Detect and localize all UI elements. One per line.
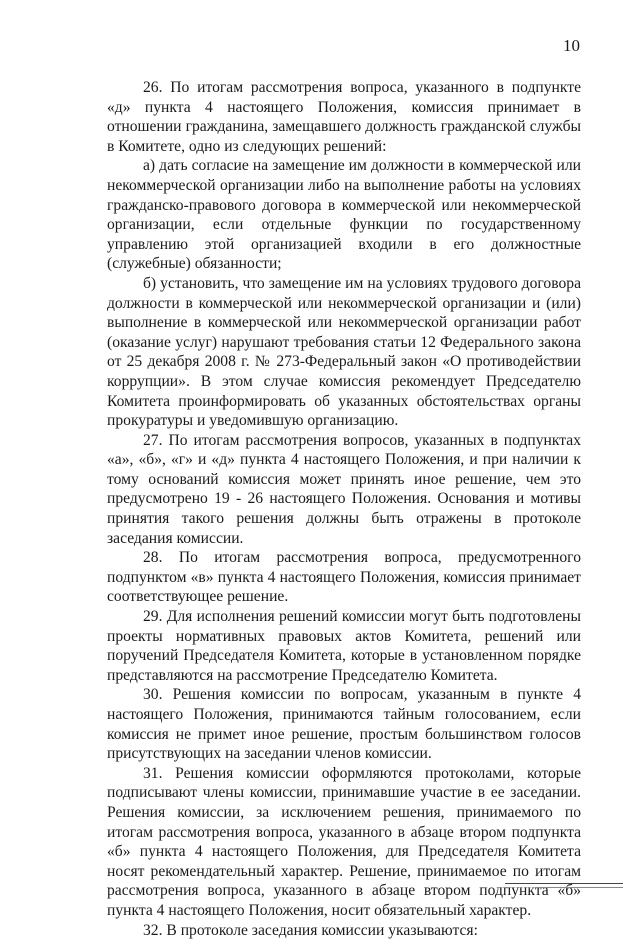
page-number: 10: [563, 36, 580, 55]
paragraph-27: 27. По итогам рассмотрения вопросов, указанных в подпунктах «а», «б», «г» и «д» пункта 4 настоящего Положения, и при наличии к тому оснований комиссия может принять иное решение, чем это предусмотрено 19 - 26 настоящего Положения. Основания и мотивы принятия такого решения должны быть отражены в протоколе заседания комиссии.: [107, 431, 581, 547]
paragraph-32: 32. В протоколе заседания комиссии указываются:: [143, 921, 478, 939]
paragraph-30: 30. Решения комиссии по вопросам, указанным в пункте 4 настоящего Положения, принимаются тайным голосованием, если комиссия не примет иное решение, простым большинством голосов присутствующих на заседании членов комиссии.: [107, 686, 581, 763]
footer-rule: [505, 883, 623, 884]
document-body: [107, 78, 581, 940]
footer-rule-short: [535, 887, 623, 888]
paragraph-26: 26. По итогам рассмотрения вопроса, указанного в подпункте «д» пункта 4 настоящего Положения, комиссия принимает в отношении гражданина, замещавшего должность гражданской службы в Комитете, одно из следующих решений:: [107, 79, 581, 155]
paragraph-26-b: б) установить, что замещение им на условиях трудового договора должности в коммерческой или некоммерческой организации и (или) выполнение в коммерческой или некоммерческой организации работ (оказание услуг) нарушают требования статьи 12 Федерального закона от 25 декабря 2008 г. № 273-Федеральный закон «О противодействии коррупции». В этом случае комиссия рекомендует Председателю Комитета проинформировать об указанных обстоятельствах органы прокуратуры и уведомившую организацию.: [107, 274, 581, 430]
paragraph-26-a: а) дать согласие на замещение им должности в коммерческой или некоммерческой организации либо на выполнение работы на условиях гражданско-правового договора в коммерческой или некоммерческой организации, если отдельные функции по государственному управлению этой организацией входили в его должностные (служебные) обязанности;: [107, 157, 581, 273]
paragraph-31: 31. Решения комиссии оформляются протоколами, которые подписывают члены комиссии, принимавшие участие в ее заседании. Решения комиссии, за исключением решения, принимаемого по итогам рассмотрения вопроса, указанного в абзаце втором подпункта «б» пункта 4 настоящего Положения, для Председателя Комитета носят рекомендательный характер. Решение, принимаемое по итогам рассмотрения вопроса, указанного в абзаце втором подпункта «б» пункта 4 настоящего Положения, носит обязательный характер.: [107, 764, 581, 919]
paragraph-29: 29. Для исполнения решений комиссии могут быть подготовлены проекты нормативных правовых актов Комитета, решений или поручений Председателя Комитета, которые в установленном порядке представляются на рассмотрение Председателю Комитета.: [107, 608, 581, 684]
paragraph-28: 28. По итогам рассмотрения вопроса, предусмотренного подпунктом «в» пункта 4 настоящего Положения, комиссия принимает соответствующее решение.: [107, 549, 581, 606]
